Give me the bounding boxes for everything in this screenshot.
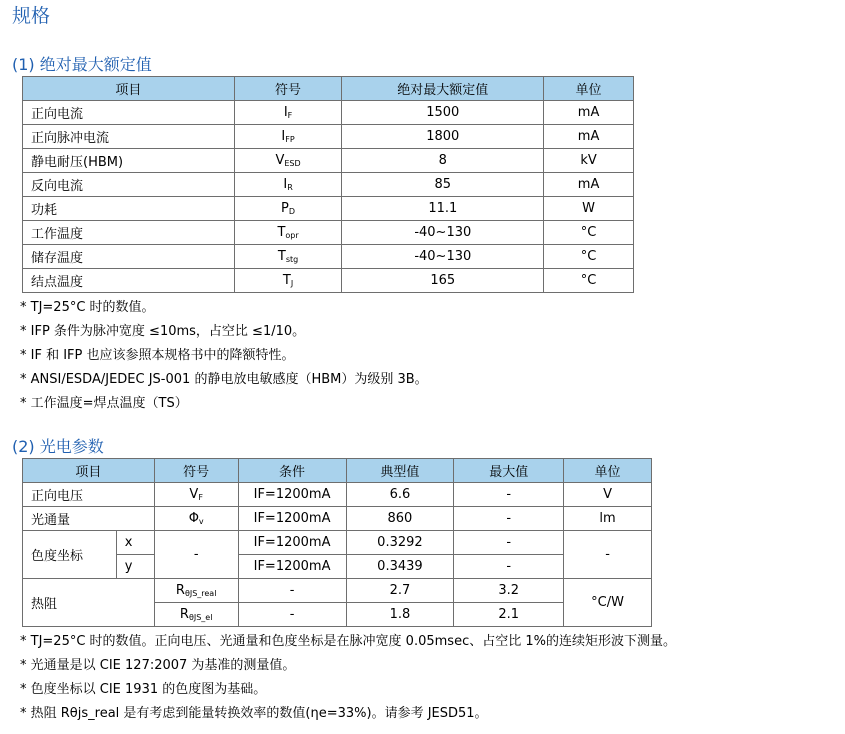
- table-row-forward-voltage: [23, 483, 652, 507]
- cell-symbol: $T_J$: [234, 269, 342, 293]
- cell-item: 光通量: [23, 507, 155, 531]
- cell-symbol: $V_F$: [154, 483, 238, 507]
- cell-unit: mA: [544, 173, 634, 197]
- table-row-chromaticity-x: [23, 531, 652, 555]
- cell-unit: kV: [544, 149, 634, 173]
- header-item: 项目: [23, 459, 155, 483]
- cell-unit: °C/W: [564, 579, 652, 627]
- cell-typical: 860: [346, 507, 454, 531]
- note-line: * IFP 条件为脉冲宽度 ≤10ms，占空比 ≤1/10。: [20, 324, 306, 339]
- cell-item: 色度坐标: [23, 531, 117, 579]
- cell-value: -40~130: [342, 221, 544, 245]
- table-row-chromaticity-y: [23, 555, 652, 579]
- cell-axis-x: x: [116, 531, 154, 555]
- table-header-row: [23, 459, 652, 483]
- header-symbol: 符号: [234, 77, 342, 101]
- notes-optoelectronic: [20, 630, 676, 726]
- cell-item: 热阻: [23, 579, 155, 627]
- cell-unit: mA: [544, 101, 634, 125]
- cell-symbol: $T_{opr}$: [234, 221, 342, 245]
- note-line: * 光通量是以 CIE 127:2007 为基准的测量值。: [20, 658, 296, 673]
- cell-maximum: -: [454, 507, 564, 531]
- cell-value: 165: [342, 269, 544, 293]
- cell-value: 8: [342, 149, 544, 173]
- cell-typical: 0.3439: [346, 555, 454, 579]
- table-row: [23, 197, 634, 221]
- notes-absolute-max: [20, 296, 428, 416]
- cell-typical: 1.8: [346, 603, 454, 627]
- cell-item: 储存温度: [23, 245, 235, 269]
- cell-symbol: $T_{stg}$: [234, 245, 342, 269]
- table-row: [23, 125, 634, 149]
- cell-symbol: $I_F$: [234, 101, 342, 125]
- cell-symbol: $\Phi_v$: [154, 507, 238, 531]
- cell-condition: IF=1200mA: [238, 483, 346, 507]
- note-line: * 工作温度=焊点温度（TS）: [20, 396, 188, 411]
- cell-unit: °C: [544, 221, 634, 245]
- page-title: 规格: [12, 5, 51, 27]
- cell-item: 结点温度: [23, 269, 235, 293]
- table-row: [23, 173, 634, 197]
- cell-maximum: -: [454, 555, 564, 579]
- cell-item: 正向电流: [23, 101, 235, 125]
- cell-item: 正向电压: [23, 483, 155, 507]
- section-title-absolute-max: (1) 绝对最大额定值: [12, 55, 152, 74]
- cell-condition: IF=1200mA: [238, 507, 346, 531]
- cell-condition: IF=1200mA: [238, 555, 346, 579]
- cell-unit: °C: [544, 269, 634, 293]
- table-row: [23, 101, 634, 125]
- absolute-max-table: [22, 76, 634, 293]
- table-row: [23, 245, 634, 269]
- header-condition: 条件: [238, 459, 346, 483]
- header-unit: 单位: [544, 77, 634, 101]
- optoelectronic-table: [22, 458, 652, 627]
- note-line: * ANSI/ESDA/JEDEC JS-001 的静电放电敏感度（HBM）为级别 3B。: [20, 372, 428, 387]
- cell-symbol: $R_{\theta JS\_real}$: [154, 579, 238, 603]
- header-max-rating: 绝对最大额定值: [342, 77, 544, 101]
- note-line: * IF 和 IFP 也应该参照本规格书中的降额特性。: [20, 348, 295, 363]
- cell-symbol: $P_D$: [234, 197, 342, 221]
- note-line: * 热阻 Rθjs_real 是有考虑到能量转换效率的数值(ηe=33%)。请参考 JESD51。: [20, 706, 488, 721]
- cell-typical: 0.3292: [346, 531, 454, 555]
- cell-item: 工作温度: [23, 221, 235, 245]
- cell-value: -40~130: [342, 245, 544, 269]
- table-row: [23, 221, 634, 245]
- cell-unit: °C: [544, 245, 634, 269]
- cell-typical: 6.6: [346, 483, 454, 507]
- cell-item: 静电耐压(HBM): [23, 149, 235, 173]
- cell-axis-y: y: [116, 555, 154, 579]
- header-typical: 典型值: [346, 459, 454, 483]
- cell-symbol: $I_R$: [234, 173, 342, 197]
- cell-unit: W: [544, 197, 634, 221]
- cell-symbol: -: [154, 531, 238, 579]
- note-line: * 色度坐标以 CIE 1931 的色度图为基础。: [20, 682, 267, 697]
- header-maximum: 最大值: [454, 459, 564, 483]
- cell-value: 1800: [342, 125, 544, 149]
- cell-condition: -: [238, 603, 346, 627]
- cell-unit: mA: [544, 125, 634, 149]
- note-line: * TJ=25°C 时的数值。: [20, 300, 155, 315]
- cell-maximum: -: [454, 483, 564, 507]
- table-row: [23, 149, 634, 173]
- table-row: [23, 269, 634, 293]
- table-row-thermal-real: [23, 579, 652, 603]
- cell-maximum: 2.1: [454, 603, 564, 627]
- cell-typical: 2.7: [346, 579, 454, 603]
- cell-condition: IF=1200mA: [238, 531, 346, 555]
- cell-maximum: 3.2: [454, 579, 564, 603]
- table-row-luminous-flux: [23, 507, 652, 531]
- table-header-row: [23, 77, 634, 101]
- cell-value: 11.1: [342, 197, 544, 221]
- cell-unit: lm: [564, 507, 652, 531]
- cell-unit: -: [564, 531, 652, 579]
- cell-symbol: $I_{FP}$: [234, 125, 342, 149]
- cell-value: 85: [342, 173, 544, 197]
- header-unit: 单位: [564, 459, 652, 483]
- cell-maximum: -: [454, 531, 564, 555]
- note-line: * TJ=25°C 时的数值。正向电压、光通量和色度坐标是在脉冲宽度 0.05msec、占空比 1%的连续矩形波下测量。: [20, 634, 676, 649]
- cell-symbol: $R_{\theta JS\_el}$: [154, 603, 238, 627]
- cell-unit: V: [564, 483, 652, 507]
- cell-item: 反向电流: [23, 173, 235, 197]
- header-item: 项目: [23, 77, 235, 101]
- cell-item: 功耗: [23, 197, 235, 221]
- section-title-optoelectronic: (2) 光电参数: [12, 437, 104, 456]
- cell-value: 1500: [342, 101, 544, 125]
- cell-condition: -: [238, 579, 346, 603]
- cell-symbol: $V_{ESD}$: [234, 149, 342, 173]
- header-symbol: 符号: [154, 459, 238, 483]
- cell-item: 正向脉冲电流: [23, 125, 235, 149]
